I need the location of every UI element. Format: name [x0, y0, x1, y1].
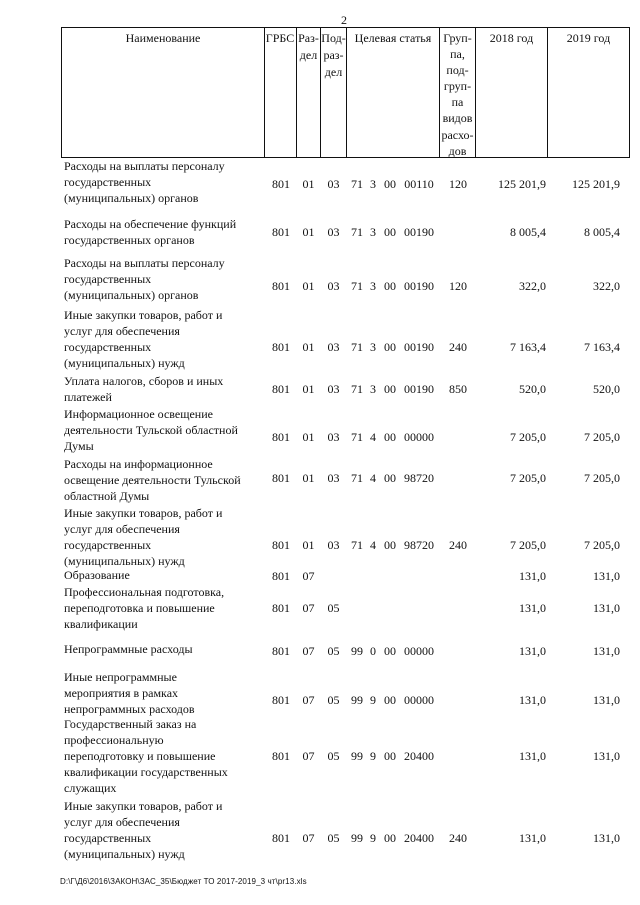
header-line: дов [448, 143, 467, 158]
row-grbs: 801 [272, 831, 290, 845]
header-razdel [296, 30, 321, 64]
row-cs-main: 00 [384, 471, 396, 485]
row-name-line: Иные закупки товаров, работ и [64, 799, 223, 813]
row-name-line: освещение деятельности Тульской [64, 473, 241, 487]
row-podrazdel: 03 [327, 225, 340, 239]
row-name-line: служащих [64, 781, 117, 795]
header-grbs: ГРБС [265, 31, 295, 45]
row-podrazdel: 05 [327, 831, 340, 845]
row-razdel: 07 [302, 831, 315, 845]
row-cs-program: 99 [351, 644, 363, 658]
row-vr: 120 [449, 279, 467, 293]
row-cs-program: 99 [351, 693, 363, 707]
header-2019: 2019 год [566, 31, 611, 45]
row-cs-direction: 00110 [404, 177, 434, 191]
row-razdel: 01 [302, 382, 315, 396]
row-cs-sub: 4 [370, 471, 376, 485]
row-cs-main: 00 [384, 693, 396, 707]
row-cs-main: 00 [384, 749, 396, 763]
row-2019: 125 201,9 [572, 177, 620, 191]
row-podrazdel: 03 [327, 430, 340, 444]
row-cs-direction: 00190 [404, 279, 434, 293]
row-name [64, 158, 264, 206]
header-name: Наименование [125, 31, 201, 45]
row-name-line: Уплата налогов, сборов и иных [64, 374, 224, 388]
row-cs-main: 00 [384, 340, 396, 354]
row-podrazdel: 03 [327, 538, 340, 552]
row-name-line: Думы [64, 439, 94, 453]
row-2018: 131,0 [519, 749, 546, 763]
row-2019: 8 005,4 [584, 225, 620, 239]
row-vr: 240 [449, 831, 467, 845]
row-name-line: Непрограммные расходы [64, 642, 193, 656]
row-cs-sub: 3 [370, 177, 376, 191]
row-cs-main: 00 [384, 279, 396, 293]
row-podrazdel: 03 [327, 382, 340, 396]
row-name-line: Расходы на обеспечение функций [64, 217, 237, 231]
row-name-line: государственных [64, 272, 152, 286]
row-podrazdel: 03 [327, 279, 340, 293]
row-2019: 131,0 [593, 569, 620, 583]
row-2018: 131,0 [519, 831, 546, 845]
row-2018: 520,0 [519, 382, 546, 396]
row-name-line: государственных [64, 340, 152, 354]
row-podrazdel: 05 [327, 644, 340, 658]
header-line: па [451, 95, 464, 110]
row-2018: 131,0 [519, 569, 546, 583]
row-2018: 131,0 [519, 601, 546, 615]
header-line: раз- [323, 48, 344, 62]
row-razdel: 01 [302, 177, 315, 191]
row-name-line: Расходы на выплаты персоналу [64, 256, 225, 270]
header-target: Целевая статья [354, 31, 432, 45]
row-cs-program: 71 [351, 279, 363, 293]
header-line: видов [442, 111, 473, 126]
row-name-line: (муниципальных) органов [64, 288, 199, 302]
row-cs-program: 71 [351, 430, 363, 444]
row-cs-direction: 00190 [404, 382, 434, 396]
row-cs-program: 71 [351, 225, 363, 239]
row-cs-main: 00 [384, 382, 396, 396]
header-group [440, 30, 475, 159]
row-razdel: 01 [302, 340, 315, 354]
row-cs-direction: 00190 [404, 340, 434, 354]
row-cs-direction: 00000 [404, 693, 434, 707]
row-2019: 131,0 [593, 693, 620, 707]
row-grbs: 801 [272, 279, 290, 293]
row-grbs: 801 [272, 471, 290, 485]
row-name [64, 505, 264, 569]
row-2019: 322,0 [593, 279, 620, 293]
row-cs-sub: 3 [370, 340, 376, 354]
row-razdel: 07 [302, 693, 315, 707]
row-name [64, 255, 264, 303]
row-name [64, 307, 264, 371]
row-cs-direction: 00000 [404, 644, 434, 658]
row-cs-direction: 00190 [404, 225, 434, 239]
row-name-line: государственных органов [64, 233, 195, 247]
row-cs-sub: 4 [370, 538, 376, 552]
row-name-line: Иные непрограммные [64, 670, 177, 684]
row-2019: 7 205,0 [584, 471, 620, 485]
row-vr: 850 [449, 382, 467, 396]
row-grbs: 801 [272, 749, 290, 763]
row-vr: 240 [449, 340, 467, 354]
row-name-line: непрограммных расходов [64, 702, 195, 716]
row-name-line: Профессиональная подготовка, [64, 585, 225, 599]
row-grbs: 801 [272, 693, 290, 707]
row-2019: 7 163,4 [584, 340, 620, 354]
row-razdel: 07 [302, 749, 315, 763]
row-cs-main: 00 [384, 225, 396, 239]
row-cs-direction: 20400 [404, 831, 434, 845]
header-line: Груп- [443, 31, 472, 45]
row-name [64, 567, 264, 583]
row-name [64, 716, 264, 796]
row-2018: 7 205,0 [510, 471, 546, 485]
header-line: па, [450, 47, 465, 62]
header-divider [629, 27, 630, 158]
row-name-line: (муниципальных) нужд [64, 847, 185, 861]
row-grbs: 801 [272, 225, 290, 239]
row-2018: 322,0 [519, 279, 546, 293]
row-podrazdel: 05 [327, 693, 340, 707]
row-podrazdel: 05 [327, 601, 340, 615]
row-cs-sub: 9 [370, 693, 376, 707]
row-cs-sub: 4 [370, 430, 376, 444]
row-cs-sub: 9 [370, 831, 376, 845]
row-name-line: деятельности Тульской областной [64, 423, 238, 437]
row-name [64, 641, 264, 657]
row-name-line: Расходы на выплаты персоналу [64, 159, 225, 173]
row-name-line: профессиональную [64, 733, 164, 747]
row-razdel: 01 [302, 430, 315, 444]
header-line: дел [299, 48, 318, 62]
row-cs-program: 71 [351, 471, 363, 485]
row-grbs: 801 [272, 430, 290, 444]
row-cs-program: 99 [351, 831, 363, 845]
row-2019: 7 205,0 [584, 538, 620, 552]
row-name [64, 669, 264, 717]
row-name-line: (муниципальных) нужд [64, 554, 185, 568]
row-razdel: 07 [302, 569, 315, 583]
header-line: Под- [321, 31, 346, 45]
header-line: груп- [443, 79, 472, 94]
row-vr: 120 [449, 177, 467, 191]
row-2018: 125 201,9 [498, 177, 546, 191]
header-line: дел [324, 65, 343, 79]
row-2019: 131,0 [593, 749, 620, 763]
row-2019: 520,0 [593, 382, 620, 396]
row-cs-main: 00 [384, 177, 396, 191]
row-razdel: 01 [302, 225, 315, 239]
row-2019: 131,0 [593, 831, 620, 845]
row-name-line: услуг для обеспечения [64, 815, 180, 829]
row-razdel: 07 [302, 644, 315, 658]
row-name-line: квалификации государственных [64, 765, 228, 779]
row-name-line: услуг для обеспечения [64, 522, 180, 536]
row-cs-main: 00 [384, 538, 396, 552]
row-name-line: государственных [64, 831, 152, 845]
row-name-line: областной Думы [64, 489, 150, 503]
row-razdel: 01 [302, 538, 315, 552]
row-name-line: переподготовку и повышение [64, 749, 216, 763]
row-name-line: Иные закупки товаров, работ и [64, 506, 223, 520]
row-grbs: 801 [272, 538, 290, 552]
row-cs-direction: 98720 [404, 538, 434, 552]
row-cs-program: 71 [351, 177, 363, 191]
row-podrazdel: 03 [327, 177, 340, 191]
row-cs-program: 71 [351, 382, 363, 396]
row-name-line: Расходы на информационное [64, 457, 213, 471]
row-name [64, 456, 264, 504]
row-name-line: (муниципальных) нужд [64, 356, 185, 370]
row-razdel: 07 [302, 601, 315, 615]
row-2019: 131,0 [593, 601, 620, 615]
row-cs-program: 71 [351, 538, 363, 552]
row-cs-sub: 9 [370, 749, 376, 763]
row-name-line: (муниципальных) органов [64, 191, 199, 205]
row-cs-direction: 00000 [404, 430, 434, 444]
row-cs-sub: 3 [370, 279, 376, 293]
row-grbs: 801 [272, 569, 290, 583]
row-grbs: 801 [272, 340, 290, 354]
row-name-line: услуг для обеспечения [64, 324, 180, 338]
row-cs-sub: 3 [370, 225, 376, 239]
row-name-line: Образование [64, 568, 130, 582]
row-2018: 131,0 [519, 644, 546, 658]
header-line: под- [446, 63, 469, 78]
row-name [64, 216, 264, 248]
row-name-line: Иные закупки товаров, работ и [64, 308, 223, 322]
row-2019: 131,0 [593, 644, 620, 658]
row-name [64, 584, 264, 632]
header-podrazdel [320, 30, 347, 81]
row-cs-sub: 0 [370, 644, 376, 658]
row-podrazdel: 05 [327, 749, 340, 763]
row-podrazdel: 03 [327, 340, 340, 354]
row-name-line: государственных [64, 175, 152, 189]
row-razdel: 01 [302, 279, 315, 293]
row-2018: 7 205,0 [510, 538, 546, 552]
row-name-line: переподготовка и повышение [64, 601, 215, 615]
row-name-line: Государственный заказ на [64, 717, 197, 731]
row-name-line: мероприятия в рамках [64, 686, 179, 700]
row-grbs: 801 [272, 177, 290, 191]
row-name [64, 373, 264, 405]
header-2018: 2018 год [489, 31, 534, 45]
row-cs-direction: 98720 [404, 471, 434, 485]
row-cs-program: 71 [351, 340, 363, 354]
row-cs-program: 99 [351, 749, 363, 763]
row-cs-main: 00 [384, 644, 396, 658]
row-podrazdel: 03 [327, 471, 340, 485]
row-cs-main: 00 [384, 831, 396, 845]
row-name [64, 798, 264, 862]
header-line: расхо- [441, 127, 474, 142]
row-cs-direction: 20400 [404, 749, 434, 763]
row-name-line: квалификации [64, 617, 138, 631]
header-line: Раз- [298, 31, 319, 45]
row-grbs: 801 [272, 644, 290, 658]
row-vr: 240 [449, 538, 467, 552]
row-grbs: 801 [272, 601, 290, 615]
row-razdel: 01 [302, 471, 315, 485]
row-2018: 7 205,0 [510, 430, 546, 444]
row-2019: 7 205,0 [584, 430, 620, 444]
row-grbs: 801 [272, 382, 290, 396]
row-2018: 7 163,4 [510, 340, 546, 354]
row-cs-sub: 3 [370, 382, 376, 396]
row-name-line: государственных [64, 538, 152, 552]
row-name-line: платежей [64, 390, 112, 404]
row-name-line: Информационное освещение [64, 407, 213, 421]
row-cs-main: 00 [384, 430, 396, 444]
file-path-footer: D:\Г\Д6\2016\ЗАКОН\ЗАС_35\Бюджет ТО 2017-2019_3 чт\pr13.xls [60, 877, 307, 886]
row-2018: 8 005,4 [510, 225, 546, 239]
row-2018: 131,0 [519, 693, 546, 707]
row-name [64, 406, 264, 454]
